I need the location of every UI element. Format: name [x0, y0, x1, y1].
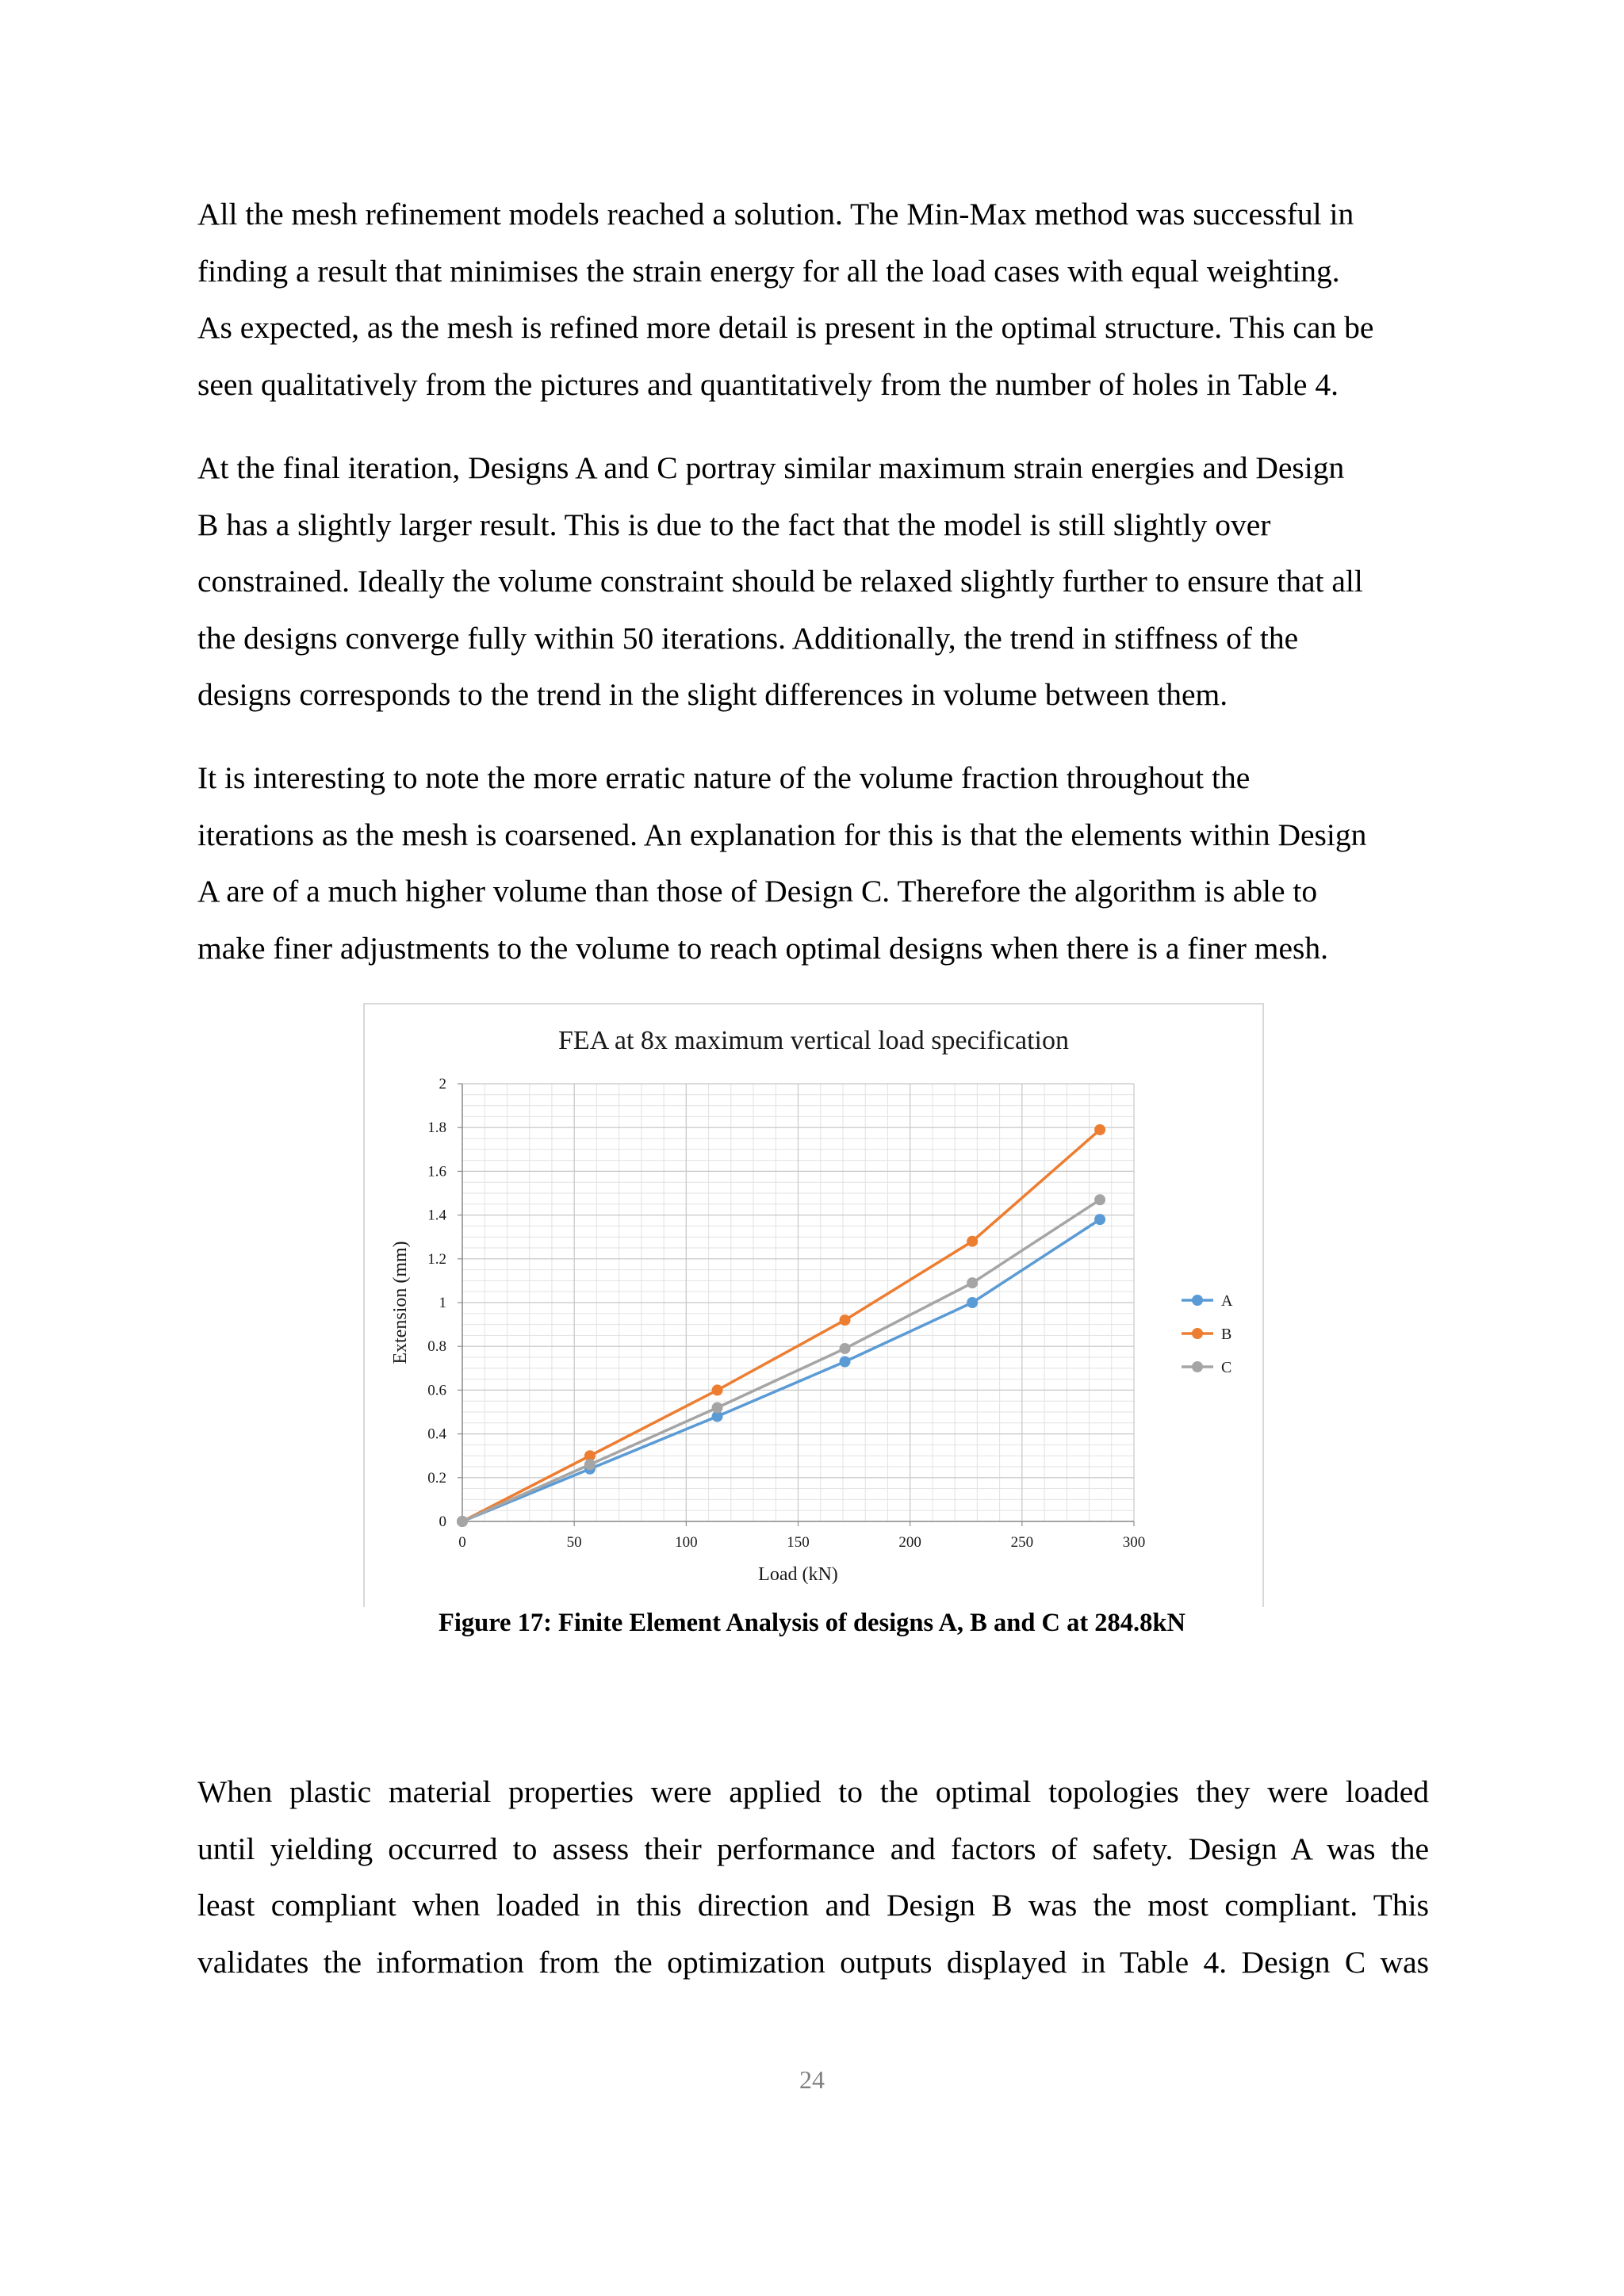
y-tick-label: 2 [439, 1076, 446, 1093]
legend-marker-b [1192, 1328, 1203, 1339]
x-tick-label: 0 [458, 1534, 466, 1551]
series-line-a [462, 1219, 1100, 1521]
text-line: B has a slightly larger result. This is due to the fact that the model is still slightly over [197, 507, 1271, 542]
text-line: least compliant when loaded in this direction and Design B was the most compliant. This [197, 1888, 1429, 1923]
y-tick-label: 0.6 [427, 1382, 446, 1399]
x-tick-label: 250 [1010, 1534, 1034, 1551]
legend-marker-c [1192, 1361, 1203, 1372]
page-number: 24 [799, 2065, 825, 2094]
text-line: validates the information from the optimization outputs displayed in Table 4. Design C was [197, 1944, 1429, 1980]
text-line: A are of a much higher volume than those of Design C. Therefore the algorithm is able to [197, 874, 1318, 909]
x-tick-label: 50 [566, 1534, 582, 1551]
figure-caption: Figure 17: Finite Element Analysis of designs A, B and C at 284.8kN [439, 1609, 1185, 1637]
text-line: make finer adjustments to the volume to reach optimal designs when there is a finer mesh. [197, 930, 1328, 966]
y-tick-label: 1.8 [427, 1119, 446, 1137]
data-point-c [584, 1459, 596, 1470]
text-line: constrained. Ideally the volume constraint should be relaxed slightly further to ensure that all [197, 564, 1363, 599]
paragraph-mesh-refinement [197, 186, 1429, 413]
x-tick-label: 300 [1122, 1534, 1146, 1551]
text-line: until yielding occurred to assess their performance and factors of safety. Design A was the [197, 1831, 1429, 1866]
line-chart [365, 1004, 1262, 1607]
data-point-b [840, 1314, 851, 1326]
y-tick-label: 1 [439, 1295, 446, 1311]
data-point-b [712, 1384, 723, 1395]
legend-marker-a [1192, 1295, 1203, 1306]
x-axis-label: Load (kN) [758, 1564, 838, 1585]
chart-title: FEA at 8x maximum vertical load specification [558, 1026, 1069, 1055]
y-axis-label: Extension (mm) [390, 1241, 411, 1364]
series-line-b [462, 1130, 1100, 1521]
data-point-c [1094, 1194, 1105, 1205]
data-point-a [840, 1357, 851, 1368]
y-tick-label: 0.4 [427, 1425, 446, 1443]
data-point-c [840, 1343, 851, 1354]
paragraph-final-iteration [197, 440, 1429, 724]
data-point-c [967, 1277, 978, 1288]
text-line: designs corresponds to the trend in the slight differences in volume between them. [197, 677, 1228, 712]
chart-figure [363, 1003, 1264, 1607]
legend-label-b: B [1221, 1326, 1232, 1343]
text-line: seen qualitatively from the pictures and quantitatively from the number of holes in Table 4. [197, 366, 1339, 402]
x-tick-label: 200 [898, 1534, 921, 1551]
y-tick-label: 0.2 [427, 1469, 446, 1487]
y-tick-label: 0 [439, 1513, 446, 1530]
x-tick-label: 150 [787, 1534, 810, 1551]
text-line: iterations as the mesh is coarsened. An explanation for this is that the elements within Design [197, 817, 1367, 852]
text-line: As expected, as the mesh is refined more detail is present in the optimal structure. This can be [197, 310, 1374, 345]
text-line: the designs converge fully within 50 iterations. Additionally, the trend in stiffness of the [197, 620, 1299, 656]
paragraph-plastic-properties [197, 1764, 1429, 1991]
data-point-c [457, 1516, 468, 1527]
text-line: When plastic material properties were applied to the optimal topologies they were loaded [197, 1774, 1429, 1809]
text-line: finding a result that minimises the strain energy for all the load cases with equal weighting. [197, 253, 1340, 289]
data-point-b [967, 1236, 978, 1247]
y-tick-label: 1.2 [427, 1250, 446, 1268]
data-point-a [967, 1297, 978, 1308]
y-tick-label: 1.6 [427, 1163, 446, 1181]
data-point-b [1094, 1124, 1105, 1135]
paragraph-volume-fraction [197, 750, 1429, 977]
x-tick-label: 100 [675, 1534, 698, 1551]
text-line: All the mesh refinement models reached a solution. The Min-Max method was successful in [197, 197, 1354, 232]
data-point-a [1094, 1214, 1105, 1225]
legend-label-a: A [1221, 1292, 1233, 1310]
text-line: At the final iteration, Designs A and C portray similar maximum strain energies and Design [197, 450, 1345, 485]
text-line: It is interesting to note the more erratic nature of the volume fraction throughout the [197, 760, 1251, 795]
y-tick-label: 0.8 [427, 1338, 446, 1356]
y-tick-label: 1.4 [427, 1207, 446, 1224]
data-point-c [712, 1402, 723, 1413]
legend-label-c: C [1221, 1359, 1232, 1376]
